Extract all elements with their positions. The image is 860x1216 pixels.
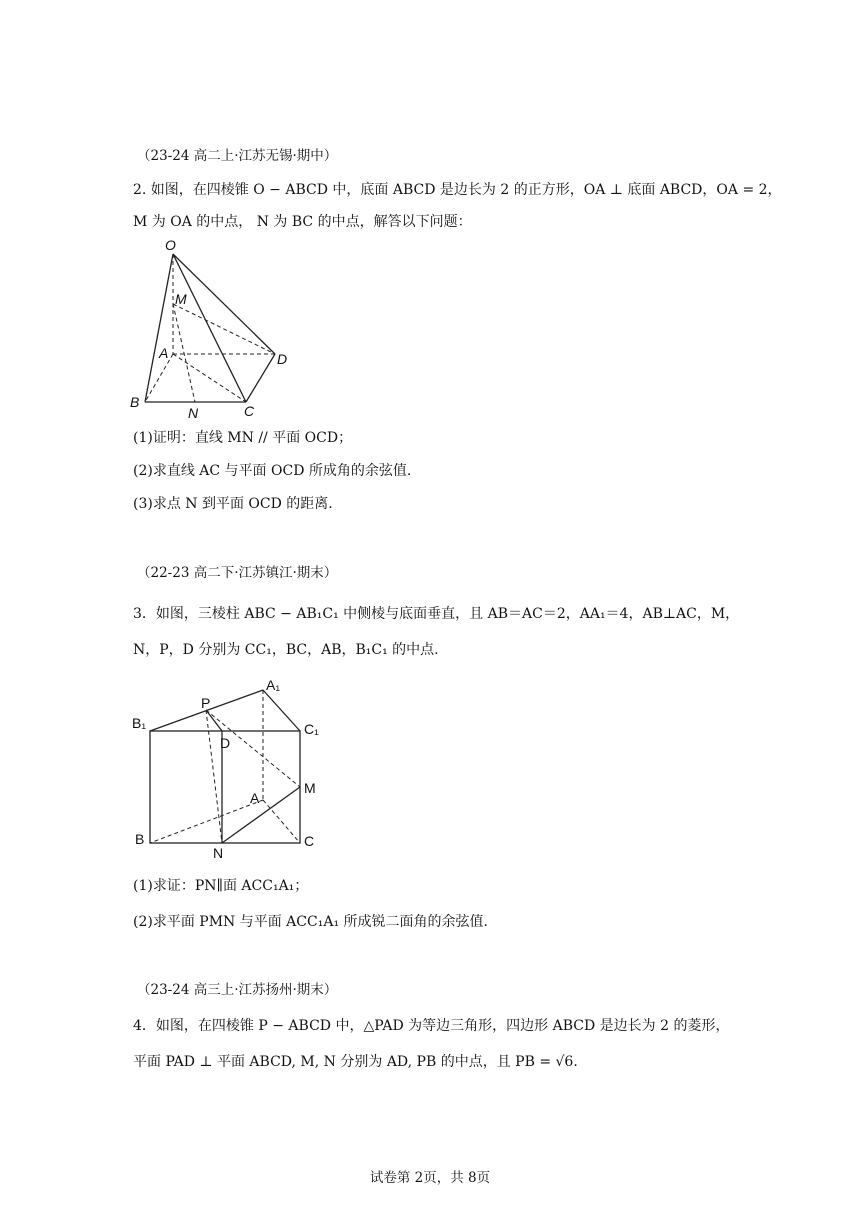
q2-source: （23-24 高二上·江苏无锡·期中） [137,148,338,164]
q2-label-N: N [188,405,199,421]
q2-part3: (3)求点 N 到平面 OCD 的距离. [133,496,333,512]
q2-part2: (2)求直线 AC 与平面 OCD 所成角的余弦值. [133,463,412,479]
q3-label-C: C [304,833,315,849]
q3-figure-prism [128,672,328,862]
q2-part1: (1)证明：直线 MN // 平面 OCD； [133,430,353,446]
q2-label-A: A [159,345,169,361]
q2-label-O: O [165,237,176,253]
q3-label-P: P [201,695,211,711]
q3-part1: (1)求证：PN∥面 ACC₁A₁； [133,878,309,894]
q3-source: （22-23 高二下·江苏镇江·期末） [137,565,338,581]
q3-stem-line1: 3．如图，三棱柱 ABC − AB₁C₁ 中侧棱与底面垂直，且 AB＝AC＝2，AA₁＝4，AB⊥AC，M， [133,606,740,622]
page-footer: 试卷第 2页，共 8页 [369,1170,491,1186]
q4-stem-line1: 4．如图，在四棱锥 P − ABCD 中，△PAD 为等边三角形，四边形 ABCD 是边长为 2 的菱形， [133,1018,730,1034]
q2-label-B: B [130,394,140,410]
q3-label-M: M [304,780,316,796]
q2-stem-line1: 2. 如图，在四棱锥 O − ABCD 中，底面 ABCD 是边长为 2 的正方形，OA ⊥ 底面 ABCD，OA = 2， [133,182,782,198]
q4-stem-line2: 平面 PAD ⊥ 平面 ABCD, M, N 分别为 AD, PB 的中点，且 PB = √6. [133,1054,578,1070]
q3-part2: (2)求平面 PMN 与平面 ACC₁A₁ 所成锐二面角的余弦值. [133,914,488,930]
q2-figure-pyramid [128,236,298,422]
q3-label-N: N [213,845,224,861]
q3-label-B: B [135,831,145,847]
q3-label-A: A [250,790,260,806]
q2-label-M: M [175,291,187,307]
q3-label-D: D [220,735,231,751]
q2-label-C: C [244,403,255,419]
q3-label-A1: A₁ [266,677,281,693]
q4-source: （23-24 高三上·江苏扬州·期末） [137,982,338,998]
q3-label-C1: C₁ [304,721,319,737]
q3-stem-line2: N，P，D 分别为 CC₁，BC，AB，B₁C₁ 的中点. [133,642,439,658]
q2-label-D: D [277,351,288,367]
q2-stem-line2: M 为 OA 的中点， N 为 BC 的中点，解答以下问题： [133,214,472,230]
q3-label-B1: B₁ [132,715,147,731]
